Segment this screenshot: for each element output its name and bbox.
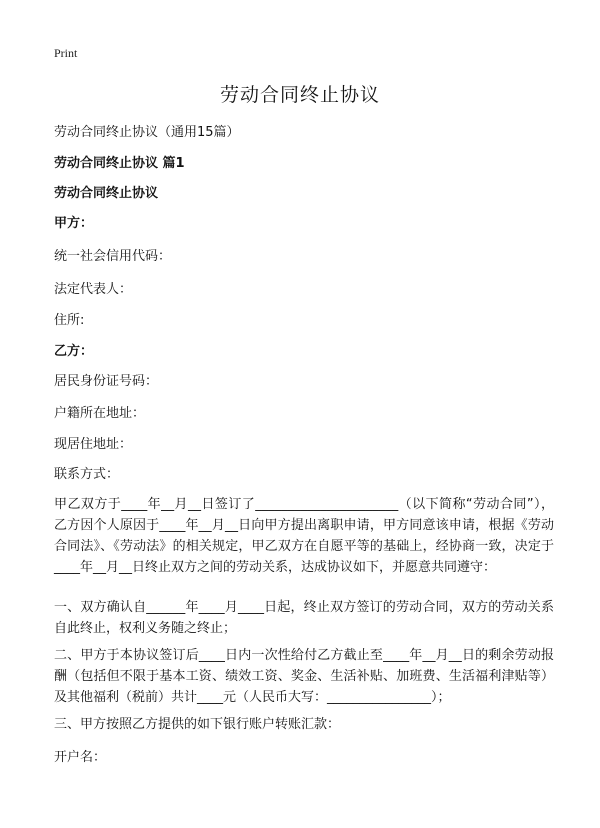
account-name-label: 开户名： [54,750,107,765]
paragraph-intro: 甲乙双方于____年__月__日签订了______________________（以下简称“劳动合同”），乙方因个人原因于____年__月__日向甲方提出离职申请，甲方同意该申请，根据《劳动合同法》、《劳动法》的相关规定，甲乙双方在自愿平等的基础上，经协商一致，决定于____年__月__日终止双方之间的劳动关系，达成协议如下，并愿意共同遵守： [54,497,554,575]
contact-label: 联系方式： [54,467,120,482]
household-address-label: 户籍所在地址： [54,406,146,421]
document-subtitle: 劳动合同终止协议（通用15篇） [54,125,240,140]
current-address-label: 现居住地址： [54,437,133,452]
document-title: 劳动合同终止协议 [219,84,380,106]
section-heading: 劳动合同终止协议 篇1 [54,156,185,171]
paragraph-clause-2: 二、甲方于本协议签订后____日内一次性给付乙方截止至____年__月__日的剩余劳动报酬（包括但不限于基本工资、绩效工资、奖金、生活补贴、加班费、生活福利津贴等）及其他福利（税前）共计____元（人民币大写：________________）； [54,648,554,705]
paragraph-clause-3: 三、甲方按照乙方提供的如下银行账户转账汇款： [54,717,341,732]
agreement-heading: 劳动合同终止协议 [54,186,159,201]
id-number-label: 居民身份证号码： [54,374,159,389]
paragraph-clause-1: 一、双方确认自______年____月____日起，终止双方签订的劳动合同，双方的劳动关系自此终止，权利义务随之终止； [54,600,554,636]
address-label: 住所: [54,313,85,328]
party-b-label: 乙方： [54,344,94,359]
credit-code-label: 统一社会信用代码： [54,249,172,264]
legal-rep-label: 法定代表人： [54,282,133,297]
party-a-label: 甲方： [54,216,94,231]
print-link[interactable]: Print [54,46,78,60]
